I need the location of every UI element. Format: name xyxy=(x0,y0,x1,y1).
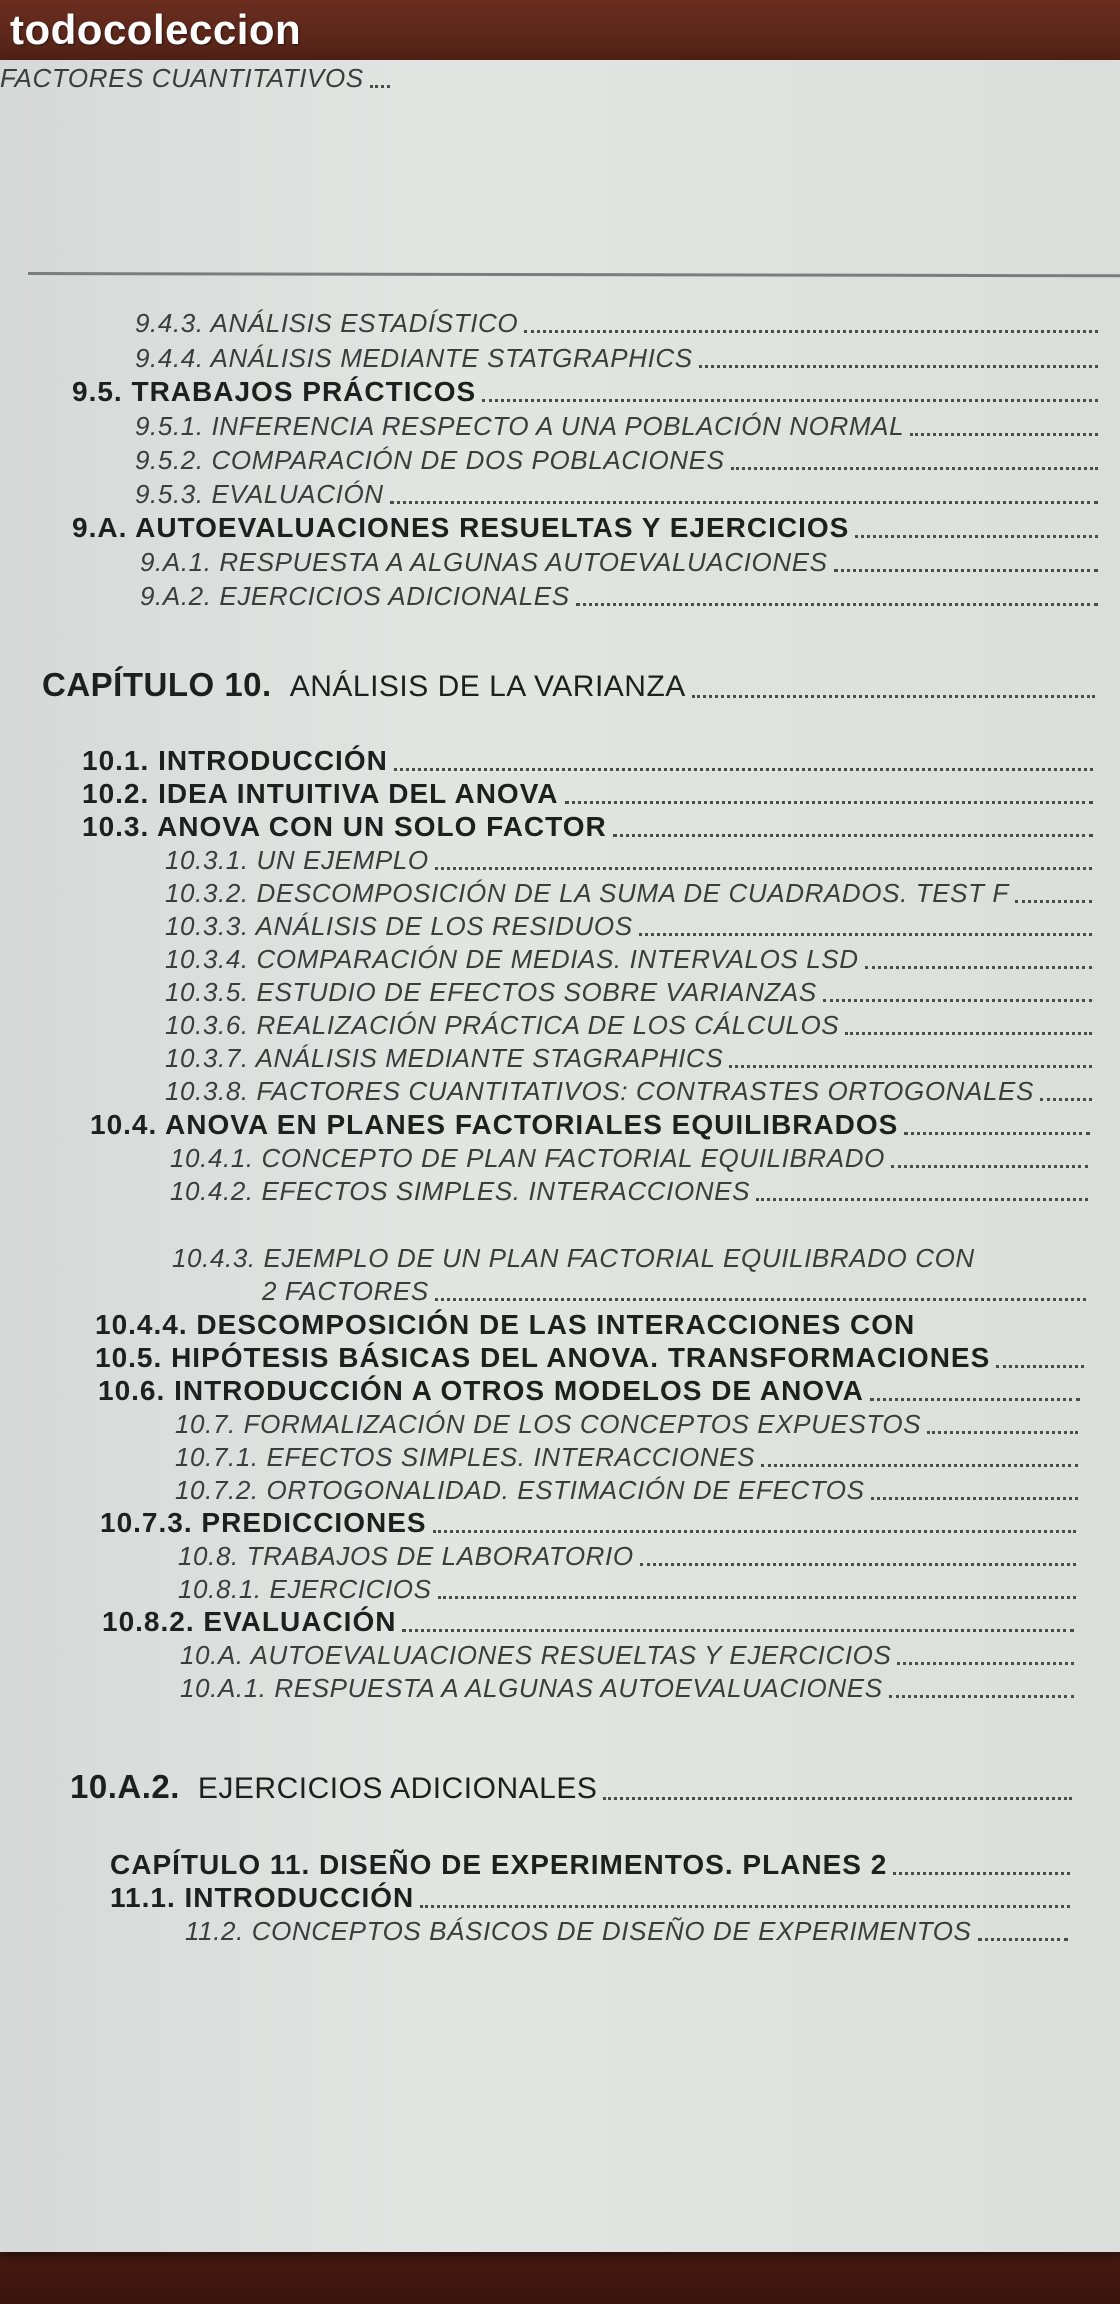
toc-entry-text xyxy=(170,1143,885,1174)
toc-entry-title: DESCOMPOSICIÓN DE LA SUMA DE CUADRADOS. TEST F xyxy=(256,878,1009,908)
toc-entry-title-continuation: 2 FACTORES xyxy=(262,1276,429,1306)
leader-dots xyxy=(699,365,1098,368)
toc-entry-text xyxy=(170,1176,750,1207)
toc-subsection xyxy=(165,842,1092,876)
toc-entry-text xyxy=(185,1916,972,1947)
toc-entry-title: ANOVA EN PLANES FACTORIALES EQUILIBRADOS xyxy=(165,1109,899,1140)
toc-entry-number: 10.A. xyxy=(180,1640,244,1670)
toc-entry-text xyxy=(135,411,904,442)
leader-dots xyxy=(871,1497,1078,1500)
toc-section xyxy=(90,1107,1090,1141)
leader-dots xyxy=(692,695,1095,698)
book-page xyxy=(0,60,1120,2252)
table-of-contents xyxy=(0,60,1120,2252)
toc-entry-text xyxy=(95,1342,990,1374)
toc-entry-text xyxy=(42,666,686,704)
toc-section xyxy=(110,1880,1070,1914)
toc-subsection xyxy=(135,340,1098,374)
toc-entry-text xyxy=(165,1043,723,1074)
toc-section xyxy=(82,743,1093,777)
toc-entry-text xyxy=(165,911,633,942)
toc-section xyxy=(72,510,1098,544)
toc-entry-number: 10.3.8. xyxy=(165,1076,249,1106)
toc-entry-title: TRABAJOS DE LABORATORIO xyxy=(246,1541,634,1571)
toc-chapter xyxy=(70,1768,1072,1806)
toc-entry-number: CAPÍTULO 11. xyxy=(110,1849,311,1880)
toc-section xyxy=(82,809,1093,843)
toc-section xyxy=(110,1847,1070,1881)
toc-entry-number: 11.1. xyxy=(110,1882,176,1913)
toc-entry-number: 10.7.2. xyxy=(175,1475,259,1505)
toc-entry-title: ANÁLISIS MEDIANTE STATGRAPHICS xyxy=(210,343,693,373)
toc-subsection xyxy=(165,908,1092,942)
leader-dots xyxy=(996,1365,1084,1368)
toc-subsection-continuation xyxy=(0,60,390,94)
toc-section xyxy=(100,1505,1076,1539)
toc-entry-number: 11.2. xyxy=(185,1916,244,1946)
leader-dots xyxy=(435,867,1092,870)
toc-entry-title: ORTOGONALIDAD. ESTIMACIÓN DE EFECTOS xyxy=(266,1475,865,1505)
toc-entry-title: DESCOMPOSICIÓN DE LAS INTERACCIONES CON xyxy=(196,1309,916,1340)
toc-entry-title: ANÁLISIS MEDIANTE STAGRAPHICS xyxy=(255,1043,724,1073)
toc-entry-number: 10.4.1. xyxy=(170,1143,254,1173)
toc-entry-number: 10.4.2. xyxy=(170,1176,254,1206)
toc-entry-title: EVALUACIÓN xyxy=(211,479,384,509)
toc-entry-number: 10.3.3. xyxy=(165,911,249,941)
toc-entry-title-continuation: FACTORES CUANTITATIVOS xyxy=(0,63,364,93)
toc-subsection xyxy=(135,305,1098,339)
toc-entry-text xyxy=(140,547,828,578)
watermark-logo: todocoleccion xyxy=(10,6,302,53)
toc-entry-title: EFECTOS SIMPLES. INTERACCIONES xyxy=(266,1442,756,1472)
toc-entry-title: INFERENCIA RESPECTO A UNA POBLACIÓN NORMAL xyxy=(211,411,905,441)
toc-entry-title: ESTUDIO DE EFECTOS SOBRE VARIANZAS xyxy=(256,977,817,1007)
toc-subsection xyxy=(135,476,1098,510)
toc-entry-text xyxy=(135,343,693,374)
toc-entry-number: 9.5. xyxy=(72,376,123,407)
leader-dots xyxy=(390,501,1098,504)
toc-entry-number: 10.3.4. xyxy=(165,944,249,974)
leader-dots xyxy=(420,1905,1070,1908)
toc-entry-text xyxy=(165,1010,839,1041)
toc-entry-text xyxy=(72,512,849,544)
leader-dots xyxy=(729,1065,1092,1068)
toc-entry-title: ANÁLISIS DE LA VARIANZA xyxy=(289,670,686,703)
toc-entry-title: EFECTOS SIMPLES. INTERACCIONES xyxy=(261,1176,751,1206)
toc-chapter xyxy=(42,666,1095,704)
leader-dots xyxy=(438,1596,1076,1599)
toc-section xyxy=(95,1307,1084,1341)
toc-subsection xyxy=(135,442,1098,476)
toc-entry-number: 9.4.4. xyxy=(135,343,204,373)
toc-entry-text xyxy=(90,1109,898,1141)
toc-entry-text xyxy=(165,878,1009,909)
toc-entry-number: 9.5.3. xyxy=(135,479,204,509)
leader-dots xyxy=(640,1563,1076,1566)
toc-section xyxy=(72,374,1098,408)
toc-entry-title: PREDICCIONES xyxy=(201,1507,427,1538)
toc-subsection xyxy=(165,875,1092,909)
toc-entry-number: CAPÍTULO 10. xyxy=(42,666,272,703)
toc-entry-number: 10.3.6. xyxy=(165,1010,249,1040)
toc-entry-title: REALIZACIÓN PRÁCTICA DE LOS CÁLCULOS xyxy=(256,1010,840,1040)
toc-entry-text xyxy=(180,1673,883,1704)
toc-entry-text xyxy=(82,745,388,777)
toc-entry-title: RESPUESTA A ALGUNAS AUTOEVALUACIONES xyxy=(219,547,828,577)
toc-entry-title: COMPARACIÓN DE MEDIAS. INTERVALOS LSD xyxy=(256,944,859,974)
toc-entry-title: AUTOEVALUACIONES RESUELTAS Y EJERCICIOS xyxy=(135,512,850,543)
toc-entry-number: 10.8.1. xyxy=(178,1574,262,1604)
toc-entry-title: IDEA INTUITIVA DEL ANOVA xyxy=(158,778,559,809)
toc-entry-number: 10.1. xyxy=(82,745,150,776)
toc-entry-title: INTRODUCCIÓN xyxy=(184,1882,415,1913)
leader-dots xyxy=(893,1872,1070,1875)
toc-entry-title: INTRODUCCIÓN xyxy=(158,745,388,776)
leader-dots xyxy=(756,1198,1088,1201)
toc-entry-title: UN EJEMPLO xyxy=(256,845,429,875)
toc-entry-title: HIPÓTESIS BÁSICAS DEL ANOVA. TRANSFORMACIONES xyxy=(171,1342,991,1373)
toc-entry-text xyxy=(172,1243,975,1274)
toc-entry-text xyxy=(98,1375,864,1407)
toc-entry-text xyxy=(178,1541,634,1572)
toc-entry-number: 9.4.3. xyxy=(135,308,204,338)
toc-entry-text xyxy=(175,1442,755,1473)
leader-dots xyxy=(565,801,1093,804)
toc-entry-number: 10.2. xyxy=(82,778,150,809)
toc-subsection xyxy=(165,941,1092,975)
leader-dots xyxy=(731,467,1098,470)
toc-subsection xyxy=(175,1472,1078,1506)
toc-entry-text xyxy=(165,1076,1034,1107)
toc-entry-number: 9.5.1. xyxy=(135,411,204,441)
toc-subsection xyxy=(140,578,1098,612)
toc-subsection xyxy=(175,1439,1078,1473)
leader-dots xyxy=(435,1298,1086,1301)
toc-entry-title: INTRODUCCIÓN A OTROS MODELOS DE ANOVA xyxy=(174,1375,864,1406)
toc-entry-text xyxy=(110,1882,414,1914)
toc-entry-title: COMPARACIÓN DE DOS POBLACIONES xyxy=(211,445,725,475)
toc-entry-title: EJERCICIOS ADICIONALES xyxy=(219,581,570,611)
toc-subsection xyxy=(178,1571,1076,1605)
leader-dots xyxy=(910,433,1098,436)
toc-entry-text xyxy=(95,1309,915,1341)
leader-dots xyxy=(613,834,1093,837)
toc-entry-number: 10.7. xyxy=(175,1409,236,1439)
toc-entry-number: 10.7.1. xyxy=(175,1442,259,1472)
leader-dots xyxy=(897,1662,1074,1665)
toc-entry-title: AUTOEVALUACIONES RESUELTAS Y EJERCICIOS xyxy=(250,1640,892,1670)
toc-subsection xyxy=(165,1073,1092,1107)
toc-entry-title: DISEÑO DE EXPERIMENTOS. PLANES 2 xyxy=(319,1849,888,1880)
toc-subsection xyxy=(172,1240,1086,1274)
toc-entry-number: 10.4.3. xyxy=(172,1243,256,1273)
leader-dots xyxy=(639,933,1092,936)
toc-entry-number: 10.4. xyxy=(90,1109,158,1140)
leader-dots xyxy=(524,330,1098,333)
toc-subsection xyxy=(170,1140,1088,1174)
leader-dots xyxy=(855,535,1098,538)
toc-entry-title: ANÁLISIS ESTADÍSTICO xyxy=(210,308,519,338)
leader-dots xyxy=(865,966,1092,969)
toc-entry-number: 10.6. xyxy=(98,1375,166,1406)
toc-entry-text xyxy=(82,778,559,810)
leader-dots xyxy=(978,1938,1069,1941)
toc-subsection xyxy=(140,544,1098,578)
leader-dots xyxy=(603,1797,1072,1800)
toc-entry-number: 10.A.1. xyxy=(180,1673,267,1703)
toc-entry-title: TRABAJOS PRÁCTICOS xyxy=(131,376,477,407)
leader-dots xyxy=(576,603,1098,606)
toc-entry-number: 10.3.7. xyxy=(165,1043,249,1073)
toc-entry-number: 10.5. xyxy=(95,1342,163,1373)
leader-dots xyxy=(1015,900,1092,903)
toc-subsection xyxy=(165,1040,1092,1074)
leader-dots xyxy=(761,1464,1078,1467)
toc-entry-title: FORMALIZACIÓN DE LOS CONCEPTOS EXPUESTOS xyxy=(243,1409,922,1439)
toc-entry-number: 10.3.1. xyxy=(165,845,249,875)
toc-section xyxy=(95,1340,1084,1374)
toc-subsection xyxy=(135,408,1098,442)
toc-subsection xyxy=(170,1173,1088,1207)
leader-dots xyxy=(823,999,1092,1002)
toc-entry-number: 10.4.4. xyxy=(95,1309,188,1340)
leader-dots xyxy=(845,1032,1092,1035)
leader-dots xyxy=(870,1398,1080,1401)
toc-entry-number: 9.5.2. xyxy=(135,445,204,475)
toc-entry-text xyxy=(180,1640,891,1671)
toc-entry-number: 10.3.2. xyxy=(165,878,249,908)
leader-dots xyxy=(1040,1098,1092,1101)
toc-subsection-continuation xyxy=(262,1273,1086,1307)
toc-entry-number: 10.3. xyxy=(82,811,150,842)
toc-entry-text xyxy=(82,811,607,843)
leader-dots xyxy=(904,1132,1090,1135)
leader-dots xyxy=(891,1165,1088,1168)
toc-subsection xyxy=(185,1913,1068,1947)
leader-dots xyxy=(889,1695,1074,1698)
leader-dots xyxy=(834,569,1098,572)
toc-entry-number: 9.A. xyxy=(72,512,128,543)
toc-entry-text xyxy=(178,1574,432,1605)
toc-entry-text xyxy=(135,445,725,476)
toc-subsection xyxy=(175,1406,1078,1440)
toc-entry-title: EJERCICIOS xyxy=(269,1574,432,1604)
toc-entry-title: EJERCICIOS ADICIONALES xyxy=(197,1772,598,1805)
toc-section xyxy=(82,776,1093,810)
toc-entry-title: ANOVA CON UN SOLO FACTOR xyxy=(157,811,607,842)
toc-subsection xyxy=(178,1538,1076,1572)
toc-entry-number: 10.3.5. xyxy=(165,977,249,1007)
toc-entry-title: RESPUESTA A ALGUNAS AUTOEVALUACIONES xyxy=(274,1673,883,1703)
toc-entry-text xyxy=(165,845,429,876)
toc-subsection xyxy=(165,1007,1092,1041)
toc-entry-text xyxy=(175,1475,865,1506)
toc-entry-text xyxy=(110,1849,887,1881)
toc-entry-text xyxy=(70,1768,597,1806)
toc-entry-number: 9.A.2. xyxy=(140,581,212,611)
toc-entry-text xyxy=(100,1507,427,1539)
leader-dots xyxy=(927,1431,1078,1434)
leader-dots xyxy=(402,1629,1074,1632)
toc-entry-text xyxy=(135,479,384,510)
toc-entry-number: 10.7.3. xyxy=(100,1507,193,1538)
toc-entry-title: EJEMPLO DE UN PLAN FACTORIAL EQUILIBRADO CON xyxy=(263,1243,975,1273)
toc-entry-text xyxy=(140,581,570,612)
toc-entry-title: CONCEPTO DE PLAN FACTORIAL EQUILIBRADO xyxy=(261,1143,885,1173)
toc-entry-text xyxy=(102,1606,396,1638)
toc-entry-text xyxy=(135,308,518,339)
toc-section xyxy=(102,1604,1074,1638)
leader-dots xyxy=(433,1530,1076,1533)
leader-dots xyxy=(482,399,1098,402)
toc-entry-number: 10.8. xyxy=(178,1541,239,1571)
toc-entry-number: 10.8.2. xyxy=(102,1606,195,1637)
toc-entry-title: CONCEPTOS BÁSICOS DE DISEÑO DE EXPERIMENTOS xyxy=(251,1916,972,1946)
toc-entry-title: ANÁLISIS DE LOS RESIDUOS xyxy=(255,911,633,941)
toc-subsection xyxy=(180,1637,1074,1671)
leader-dots xyxy=(370,85,390,88)
leader-dots xyxy=(394,768,1093,771)
toc-entry-text xyxy=(165,977,817,1008)
toc-entry-number: 9.A.1. xyxy=(140,547,212,577)
toc-entry-title: EVALUACIÓN xyxy=(203,1606,397,1637)
toc-entry-number: 10.A.2. xyxy=(70,1768,180,1805)
toc-entry-text xyxy=(72,376,476,408)
toc-subsection xyxy=(165,974,1092,1008)
toc-subsection xyxy=(180,1670,1074,1704)
toc-entry-text xyxy=(165,944,859,975)
toc-entry-title: FACTORES CUANTITATIVOS: CONTRASTES ORTOGONALES xyxy=(256,1076,1034,1106)
toc-entry-text xyxy=(175,1409,921,1440)
toc-section xyxy=(98,1373,1080,1407)
